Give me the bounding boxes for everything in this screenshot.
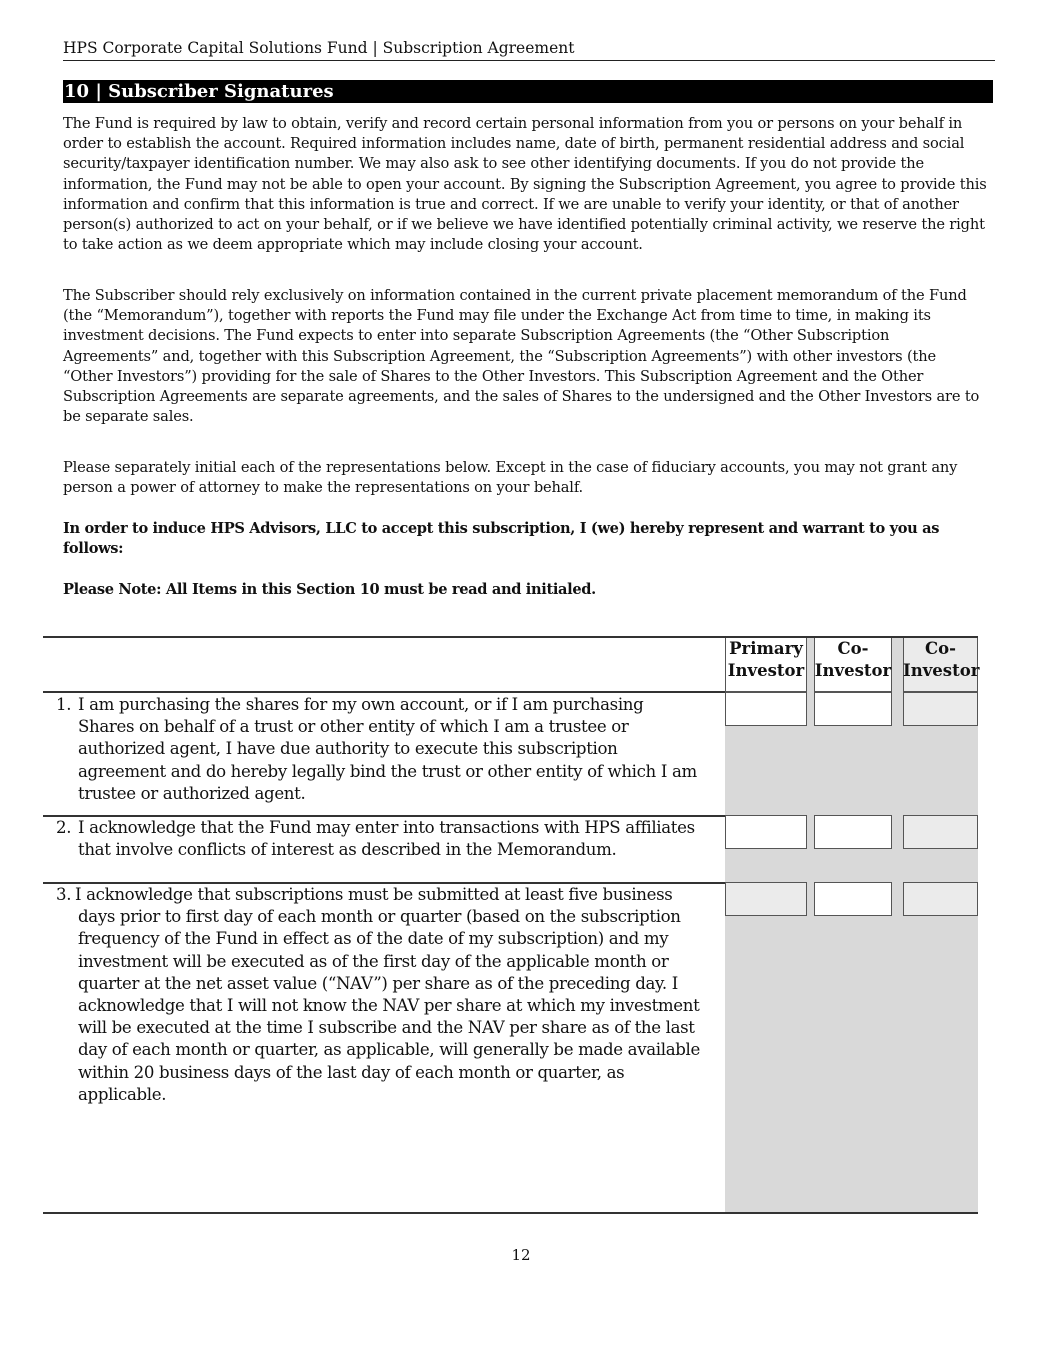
- column-header-co-investor-1: Co- Investor: [814, 639, 892, 680]
- initials-field-item-2-co-investor-1[interactable]: [814, 815, 892, 849]
- inducement-paragraph: In order to induce HPS Advisors, LLC to accept this subscription, I (we) hereby represent and warrant to you as follows:: [63, 520, 940, 558]
- identity-paragraph: The Fund is required by law to obtain, verify and record certain personal information from you or persons on your behalf in order to establish the account. Required information includes name, date of birth, permanent residential address and social security/taxpayer identification number. We may also ask to see other identifying documents. If you do not provide the information, the Fund may not be able to open your account. By signing the Subscription Agreement, you agree to provide this information and confirm that this information is true and correct. If we are unable to verify your identity, or that of another person(s) authorized to act on your behalf, or if we believe we have identified potentially criminal activity, we reserve the right to take action as we deem appropriate which may include closing your account.: [63, 115, 987, 254]
- initials-field-item-3-co-investor-1[interactable]: [814, 882, 892, 916]
- initials-field-item-3-co-investor-2[interactable]: [903, 882, 978, 916]
- representation-item-3: 3. I acknowledge that subscriptions must be submitted at least five business days prior to first day of each month or quarter (based on the subscription frequency of the Fund in effect as of the date of my subscription) and my investment will be executed as of the first day of the applicable month or quarter at the net asset value (“NAV”) per share as of the preceding day. I acknowledge that I will not know the NAV per share at which my investment will be executed at the time I subscribe and the NAV per share as of the last day of each month or quarter, as applicable, will generally be made available within 20 business days of the last day of each month or quarter, as applicable.: [56, 885, 700, 1104]
- page-number: 12: [511, 1246, 531, 1264]
- initials-field-item-1-primary[interactable]: [725, 692, 807, 726]
- note-paragraph: Please Note: All Items in this Section 10 must be read and initialed.: [63, 581, 596, 598]
- table-top-rule: [43, 636, 978, 638]
- column-header-primary-investor: Primary Investor: [727, 639, 805, 680]
- reliance-paragraph: The Subscriber should rely exclusively on information contained in the current private placement memorandum of the Fund (the “Memorandum”), together with reports the Fund may file under the Exchange Act from time to time, in making its investment decisions. The Fund expects to enter into separate Subscription Agreements (the “Other Subscription Agreements” and, together with this Subscription Agreement, the “Subscription Agreements”) with other investors (the “Other Investors”) providing for the sale of Shares to the Other Investors. This Subscription Agreement and the Other Subscription Agreements are separate agreements, and the sales of Shares to the undersigned and the Other Investors are to be separate sales.: [63, 287, 980, 426]
- initials-field-item-2-primary[interactable]: [725, 815, 807, 849]
- representation-item-2: 2. I acknowledge that the Fund may enter into transactions with HPS affiliates that involve conflicts of interest as described in the Memorandum.: [56, 818, 695, 860]
- initials-field-item-1-co-investor-1[interactable]: [814, 692, 892, 726]
- initials-field-item-2-co-investor-2[interactable]: [903, 815, 978, 849]
- table-bottom-rule: [43, 1212, 978, 1214]
- section-title: 10 | Subscriber Signatures: [63, 80, 993, 103]
- initial-instructions-paragraph: Please separately initial each of the representations below. Except in the case of fiduciary accounts, you may not grant any person a power of attorney to make the representations on your behalf.: [63, 459, 958, 497]
- representation-item-1: 1. I am purchasing the shares for my own account, or if I am purchasing Shares on behalf of a trust or other entity of which I am a trustee or authorized agent, I have due authority to execute this subscription agreement and do hereby legally bind the trust or other entity of which I am trustee or authorized agent.: [56, 695, 697, 803]
- column-header-co-investor-2: Co- Investor: [903, 639, 980, 680]
- initials-field-item-1-co-investor-2[interactable]: [903, 692, 978, 726]
- header-bottom-rule: [43, 691, 725, 693]
- initials-field-item-3-primary[interactable]: [725, 882, 807, 916]
- running-header: HPS Corporate Capital Solutions Fund | Subscription Agreement: [63, 38, 995, 61]
